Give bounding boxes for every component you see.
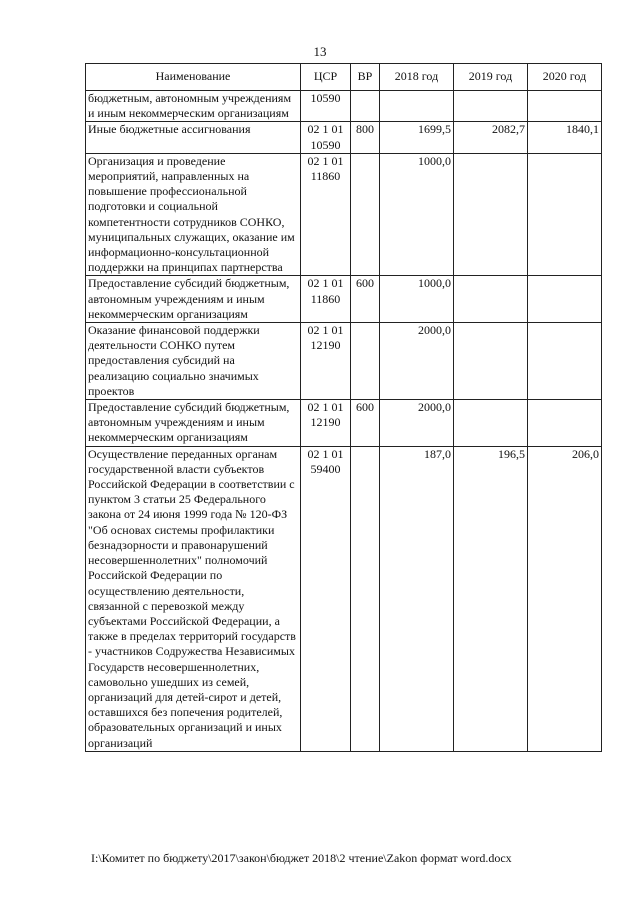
budget-table bbox=[85, 63, 602, 752]
table-row bbox=[86, 153, 602, 276]
row-name-cell: Организация и проведение мероприятий, направленных на повышение профессиональной подготовки и социальной компетентности сотрудников СОНКО, муниципальных служащих, оказание им информационно-консультационной поддержки на принципах партнерства bbox=[86, 153, 301, 276]
row-name-cell: Предоставление субсидий бюджетным, автономным учреждениям и иным некоммерческим организациям bbox=[86, 276, 301, 323]
row-vr-cell bbox=[351, 91, 380, 122]
row-csr-cell: 02 1 01 11860 bbox=[301, 276, 351, 323]
row-2019-cell bbox=[454, 276, 528, 323]
file-path-footer: I:\Комитет по бюджету\2017\закон\бюджет 2018\2 чтение\Zakon формат word.docx bbox=[91, 851, 512, 865]
row-name-cell: Иные бюджетные ассигнования bbox=[86, 122, 301, 153]
table-row bbox=[86, 276, 602, 323]
row-2018-cell: 2000,0 bbox=[380, 323, 454, 400]
row-vr-cell bbox=[351, 446, 380, 751]
table-row bbox=[86, 122, 602, 153]
row-csr-cell: 02 1 01 12190 bbox=[301, 400, 351, 447]
header-2019: 2019 год bbox=[454, 64, 528, 91]
row-2019-cell: 2082,7 bbox=[454, 122, 528, 153]
page-number: 13 bbox=[313, 44, 327, 59]
table-row bbox=[86, 91, 602, 122]
row-2019-cell bbox=[454, 323, 528, 400]
row-2020-cell bbox=[528, 91, 602, 122]
row-2020-cell bbox=[528, 153, 602, 276]
row-2018-cell: 187,0 bbox=[380, 446, 454, 751]
header-csr: ЦСР bbox=[301, 64, 351, 91]
header-2018: 2018 год bbox=[380, 64, 454, 91]
row-name-cell: бюджетным, автономным учреждениям и иным некоммерческим организациям bbox=[86, 91, 301, 122]
row-2019-cell: 196,5 bbox=[454, 446, 528, 751]
row-2018-cell: 1000,0 bbox=[380, 276, 454, 323]
row-2018-cell: 1000,0 bbox=[380, 153, 454, 276]
header-2020: 2020 год bbox=[528, 64, 602, 91]
row-csr-cell: 02 1 01 10590 bbox=[301, 122, 351, 153]
header-vr: ВР bbox=[351, 64, 380, 91]
row-csr-cell: 10590 bbox=[301, 91, 351, 122]
row-csr-cell: 02 1 01 11860 bbox=[301, 153, 351, 276]
row-2020-cell bbox=[528, 323, 602, 400]
table-row bbox=[86, 323, 602, 400]
row-vr-cell bbox=[351, 153, 380, 276]
row-2018-cell: 2000,0 bbox=[380, 400, 454, 447]
row-2018-cell: 1699,5 bbox=[380, 122, 454, 153]
row-name-cell: Осуществление переданных органам государственной власти субъектов Российской Федерации в соответствии с пунктом 3 статьи 25 Федерального закона от 24 июня 1999 года № 120-ФЗ "Об основах системы профилактики безнадзорности и правонарушений несовершеннолетних" полномочий Российской Федерации по осуществлению деятельности, связанной с перевозкой между субъектами Российской Федерации, а также в пределах территорий государств - участников Содружества Независимых Государств несовершеннолетних, самовольно ушедших из семей, организаций для детей-сирот и детей, оставшихся без попечения родителей, образовательных организаций и иных организаций bbox=[86, 446, 301, 751]
row-csr-cell: 02 1 01 12190 bbox=[301, 323, 351, 400]
row-2020-cell bbox=[528, 276, 602, 323]
row-vr-cell: 800 bbox=[351, 122, 380, 153]
row-2019-cell bbox=[454, 91, 528, 122]
header-name: Наименование bbox=[86, 64, 301, 91]
row-2020-cell: 206,0 bbox=[528, 446, 602, 751]
row-name-cell: Оказание финансовой поддержки деятельности СОНКО путем предоставления субсидий на реализацию социально значимых проектов bbox=[86, 323, 301, 400]
row-csr-cell: 02 1 01 59400 bbox=[301, 446, 351, 751]
table-row bbox=[86, 400, 602, 447]
table-row bbox=[86, 446, 602, 751]
row-2020-cell bbox=[528, 400, 602, 447]
row-2019-cell bbox=[454, 153, 528, 276]
row-vr-cell bbox=[351, 323, 380, 400]
row-2019-cell bbox=[454, 400, 528, 447]
row-vr-cell: 600 bbox=[351, 400, 380, 447]
row-name-cell: Предоставление субсидий бюджетным, автономным учреждениям и иным некоммерческим организациям bbox=[86, 400, 301, 447]
table-header-row bbox=[86, 64, 602, 91]
row-2020-cell: 1840,1 bbox=[528, 122, 602, 153]
row-2018-cell bbox=[380, 91, 454, 122]
row-vr-cell: 600 bbox=[351, 276, 380, 323]
